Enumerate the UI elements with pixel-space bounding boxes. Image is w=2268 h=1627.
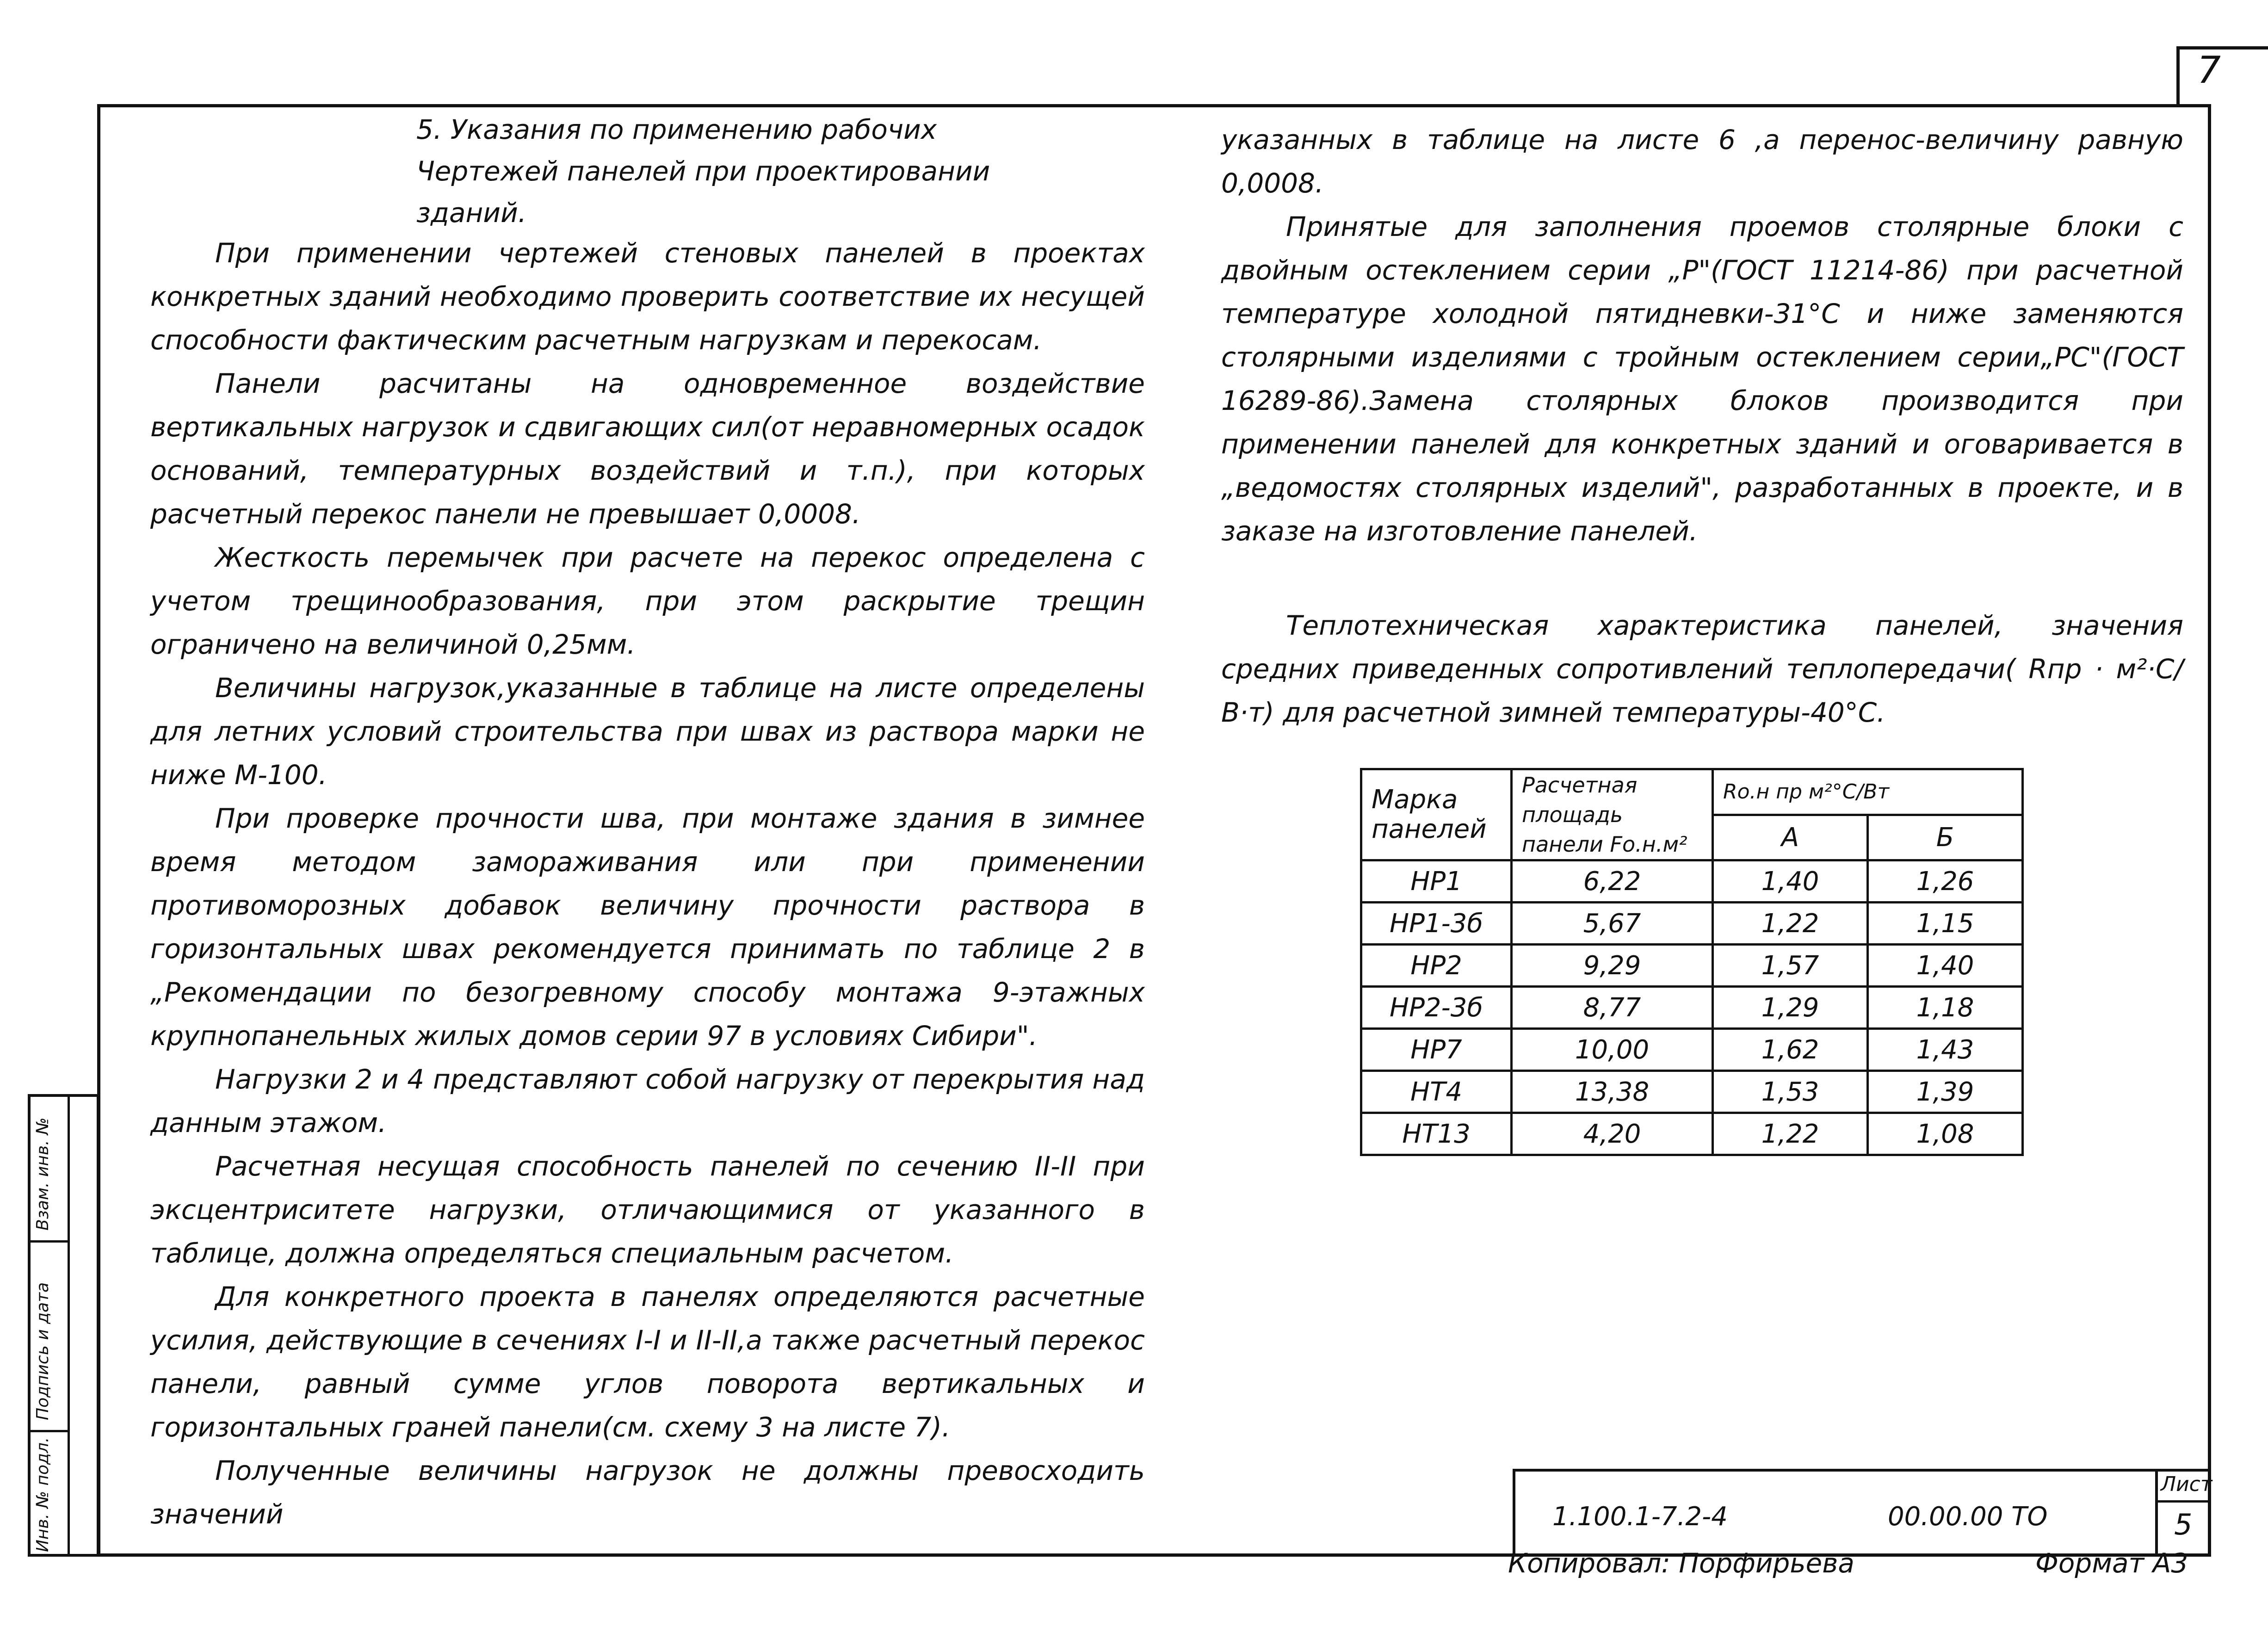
side-strip-divider [31, 1240, 68, 1243]
cell-b: 1,18 [1868, 987, 2023, 1029]
table-header-resistance: Rо.н пр м²°С/Вт [1713, 769, 2023, 815]
heading-line-1: 5. Указания по применению рабочих [416, 114, 937, 145]
cell-b: 1,08 [1868, 1113, 2023, 1155]
cell-mark: НТ13 [1361, 1113, 1512, 1155]
side-label-signature: Подпись и дата [33, 1282, 52, 1420]
sheet-page-number: 5 [2174, 1508, 2193, 1541]
left-column-text [150, 231, 1145, 1536]
paragraph: Полученные величины нагрузок не должны превосходить значений [150, 1455, 1145, 1530]
table-row [1361, 945, 2023, 987]
table-row [1361, 860, 2023, 903]
table-row [1361, 987, 2023, 1029]
sheet-cell-divider [2158, 1500, 2211, 1503]
document-code: 1.100.1-7.2-4 [1552, 1502, 1728, 1532]
paragraph: Для конкретного проекта в панелях определяются расчетные усилия, действующие в сечениях I-I и II-II,а также расчетный перекос панели, равный сумме углов поворота вертикальных и горизонтальных граней панели(см. схему 3 на листе 7). [150, 1281, 1145, 1443]
cell-a: 1,22 [1713, 1113, 1868, 1155]
cell-area: 10,00 [1512, 1029, 1713, 1071]
cell-a: 1,62 [1713, 1029, 1868, 1071]
cell-mark: НТ4 [1361, 1071, 1512, 1113]
paragraph: указанных в таблице на листе 6 ,а перенос-величину равную 0,0008. [1221, 124, 2183, 199]
cell-a: 1,40 [1713, 860, 1868, 903]
table-header-mark: Марка панелей [1361, 769, 1512, 860]
cell-area: 9,29 [1512, 945, 1713, 987]
cell-mark: НР2-3б [1361, 987, 1512, 1029]
cell-area: 5,67 [1512, 903, 1713, 945]
cell-a: 1,22 [1713, 903, 1868, 945]
right-column-text [1221, 118, 2183, 734]
heading-line-3: зданий. [416, 197, 527, 229]
paragraph: Жесткость перемычек при расчете на перекос определена с учетом трещинообразования, при этом раскрытие трещин ограничено на величиной 0,25мм. [150, 542, 1145, 660]
cell-b: 1,40 [1868, 945, 2023, 987]
cell-mark: НР7 [1361, 1029, 1512, 1071]
title-block-stamp [1513, 1469, 2211, 1557]
table-row [1361, 1113, 2023, 1155]
table-row [1361, 1029, 2023, 1071]
cell-b: 1,15 [1868, 903, 2023, 945]
cell-b: 1,39 [1868, 1071, 2023, 1113]
paragraph: Теплотехническая характеристика панелей, значения средних приведенных сопротивлений теплопередачи( Rпр · м²·С/В·т) для расчетной зимней температуры-40°С. [1221, 610, 2183, 728]
table-header-b: Б [1868, 815, 2023, 860]
cell-mark: НР1 [1361, 860, 1512, 903]
sheet-number: 7 [2197, 49, 2221, 92]
cell-b: 1,26 [1868, 860, 2023, 903]
cell-mark: НР1-3б [1361, 903, 1512, 945]
section-heading [398, 109, 1092, 234]
table-header-area: Расчетная площадь панели Fо.н.м² [1512, 769, 1713, 860]
cell-b: 1,43 [1868, 1029, 2023, 1071]
side-label-vzam-inv: Взам. инв. № [33, 1117, 52, 1231]
table-row [1361, 903, 2023, 945]
sheet-cell [2155, 1472, 2211, 1554]
cell-a: 1,29 [1713, 987, 1868, 1029]
paragraph: Принятые для заполнения проемов столярные блоки с двойным остеклением серии „Р"(ГОСТ 11214-86) при расчетной температуре холодной пятидневки-31°С и ниже заменяются столярными изделиями с тройным остеклением серии„РС"(ГОСТ 16289-86).Замена столярных блоков производится при применении панелей для конкретных зданий и оговаривается в „ведомостях столярных изделий", разработанных в проекте, и в заказе на изготовление панелей. [1221, 211, 2183, 547]
side-strip-divider [31, 1430, 68, 1432]
cell-area: 13,38 [1512, 1071, 1713, 1113]
paragraph: При проверке прочности шва, при монтаже здания в зимнее время методом замораживания или при применении противоморозных добавок величину прочности раствора в горизонтальных швах рекомендуется принимать по таблице 2 в „Рекомендации по безогревному способу монтажа 9-этажных крупнопанельных жилых домов серии 97 в условиях Сибири". [150, 803, 1145, 1052]
heading-line-2: Чертежей панелей при проектировании [416, 155, 990, 187]
side-label-inv-podl: Инв. № подл. [33, 1437, 52, 1552]
cell-mark: НР2 [1361, 945, 1512, 987]
cell-area: 4,20 [1512, 1113, 1713, 1155]
sheet-number-box [2176, 46, 2268, 104]
paragraph: Нагрузки 2 и 4 представляют собой нагрузку от перекрытия над данным этажом. [150, 1064, 1145, 1138]
paper-format: Формат А3 [2035, 1547, 2188, 1579]
cell-a: 1,57 [1713, 945, 1868, 987]
document-number: 00.00.00 ТО [1888, 1502, 2048, 1532]
cell-area: 8,77 [1512, 987, 1713, 1029]
paragraph: Величины нагрузок,указанные в таблице на листе определены для летних условий строительства при швах из раствора марки не ниже М-100. [150, 672, 1145, 791]
paragraph: Расчетная несущая способность панелей по сечению II-II при эксцентриситете нагрузки, отличающимися от указанного в таблице, должна определяться специальным расчетом. [150, 1151, 1145, 1269]
cell-a: 1,53 [1713, 1071, 1868, 1113]
paragraph: При применении чертежей стеновых панелей в проектах конкретных зданий необходимо проверить соответствие их несущей способности фактическим расчетным нагрузкам и перекосам. [150, 237, 1145, 356]
cell-area: 6,22 [1512, 860, 1713, 903]
table-row [1361, 1071, 2023, 1113]
table-header-a: А [1713, 815, 1868, 860]
sheet-label: Лист [2161, 1472, 2212, 1496]
copied-by: Копировал: Порфирьева [1508, 1547, 1854, 1579]
thermal-characteristics-table [1360, 768, 2024, 1156]
paragraph: Панели расчитаны на одновременное воздействие вертикальных нагрузок и сдвигающих сил(от неравномерных осадок оснований, температурных воздействий и т.п.), при которых расчетный перекос панели не превышает 0,0008. [150, 368, 1145, 530]
